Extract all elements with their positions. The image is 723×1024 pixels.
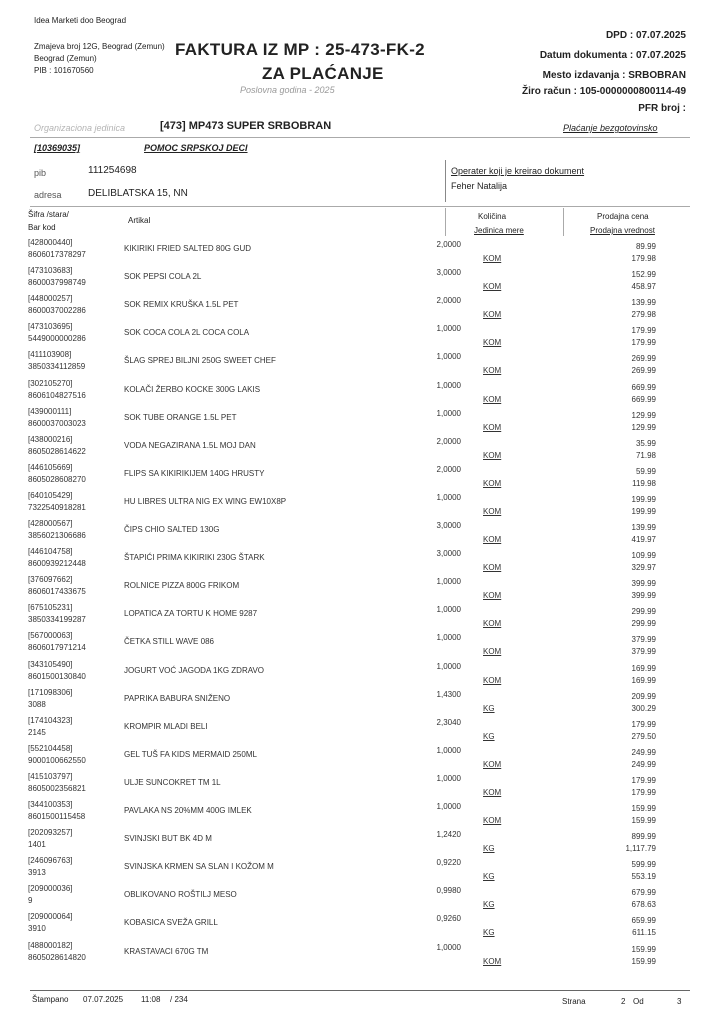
bank-account: Žiro račun : 105-0000000800114-49 [522,86,686,97]
item-code: [246096763] [28,856,73,866]
table-row [28,603,656,631]
item-barcode: 8600037998749 [28,278,86,288]
item-code: [428000440] [28,238,73,247]
item-name: JOGURT VOĆ JAGODA 1KG ZDRAVO [124,665,265,675]
item-unit: KG [483,703,495,713]
item-quantity: 1,0000 [436,745,461,755]
table-row [28,828,656,856]
item-code: [302105270] [28,378,73,388]
item-total: 269.99 [631,366,656,376]
item-barcode: 9 [28,896,33,906]
item-code: [344100353] [28,800,73,809]
item-barcode: 3088 [28,699,46,709]
item-price: 299.99 [631,607,656,617]
company-city: Beograd (Zemun) [34,54,97,63]
item-code: [446104758] [28,547,73,557]
customer-address: DELIBLATSKA 15, NN [88,188,188,199]
item-total: 249.99 [631,759,656,769]
issue-place: Mesto izdavanja : SRBOBRAN [542,70,686,81]
item-total: 611.15 [632,928,656,938]
org-divider [30,137,690,138]
item-code: [209000036] [28,884,73,894]
item-code: [552104458] [28,743,73,753]
item-total: 279.98 [631,310,656,320]
item-quantity: 3,0000 [436,268,461,278]
item-quantity: 1,0000 [436,352,461,362]
item-quantity: 0,9220 [436,858,461,868]
item-name: SOK REMIX KRUŠKA 1.5L PET [124,300,239,310]
item-name: KOLAČI ŽERBO KOCKE 300G LAKIS [124,384,261,394]
item-total: 179.99 [631,787,656,797]
table-row [28,435,656,463]
operator-name: Feher Natalija [451,181,508,191]
item-price: 35.99 [635,438,656,448]
item-price: 169.99 [631,663,656,673]
item-quantity: 2,0000 [436,296,461,306]
item-code: [488000182] [28,940,73,950]
item-total: 458.97 [631,282,656,292]
item-name: KOBASICA SVEŽA GRILL [124,918,218,928]
item-name: ČIPS CHIO SALTED 130G [124,525,220,534]
business-year: Poslovna godina - 2025 [240,85,335,95]
item-barcode: 2145 [28,727,46,737]
item-quantity: 0,9260 [436,914,461,924]
item-quantity: 1,0000 [436,380,461,390]
item-name: PAVLAKA NS 20%MM 400G IMLEK [124,806,252,815]
item-unit: KOM [483,394,502,404]
item-name: KRASTAVACI 670G TM [124,946,209,956]
table-top-border [30,206,690,207]
company-address: Zmajeva broj 12G, Beograd (Zemun) [34,42,165,51]
table-row [28,856,656,884]
invoice-subtitle: ZA PLAĆANJE [262,64,384,83]
item-unit: KG [483,844,495,854]
item-unit: KOM [483,450,502,460]
pib-label: pib [34,168,47,178]
item-total: 669.99 [631,394,656,404]
table-row [28,322,656,350]
item-price: 659.99 [631,916,656,926]
item-total: 199.99 [631,506,656,516]
item-name: SVINJSKA KRMEN SA SLAN I KOŽOM M [124,862,274,872]
item-barcode: 3850334112859 [28,362,86,372]
header-code: Šifra /stara/ [28,210,69,219]
item-code: [428000567] [28,519,73,528]
item-unit: KOM [483,535,502,544]
item-total: 329.97 [631,563,656,573]
item-barcode: 3913 [28,868,46,878]
item-price: 179.99 [631,326,656,336]
item-quantity: 1,0000 [436,633,461,643]
item-total: 179.98 [631,254,656,263]
table-row [28,800,656,828]
header-price: Prodajna cena [597,212,649,221]
item-unit: KOM [483,478,502,488]
item-name: ČETKA STILL WAVE 086 [124,637,214,647]
item-price: 899.99 [631,832,656,842]
item-total: 129.99 [631,422,656,432]
header-divider-1 [445,208,446,236]
company-name: Idea Marketi doo Beograd [34,16,127,25]
item-code: [209000064] [28,912,73,922]
item-price: 159.99 [631,804,656,813]
item-code: [415103797] [28,771,73,781]
item-quantity: 1,0000 [436,661,461,671]
item-barcode: 3910 [28,924,46,934]
header-value: Prodajna vrednost [590,226,655,235]
item-code: [473103683] [28,266,73,276]
item-unit: KOM [483,675,502,685]
table-row [28,294,656,322]
item-price: 159.99 [631,944,656,954]
item-unit: KOM [483,619,502,629]
item-name: ŠTAPIĆI PRIMA KIKIRIKI 230G ŠTARK [124,553,265,563]
item-quantity: 1,0000 [436,773,461,783]
printed-label: Štampano [32,995,69,1004]
item-quantity: 1,0000 [436,492,461,502]
item-barcode: 8606017971214 [28,643,86,653]
item-barcode: 8601500130840 [28,671,86,681]
item-name: LOPATICA ZA TORTU K HOME 9287 [124,609,258,619]
item-quantity: 1,0000 [436,605,461,615]
item-name: FLIPS SA KIKIRIKIJEM 140G HRUSTY [124,468,265,478]
table-row [28,660,656,688]
printed-time: 11:08 [141,995,161,1004]
item-name: GEL TUŠ FA KIDS MERMAID 250ML [124,749,257,759]
item-total: 678.63 [631,900,656,910]
item-quantity: 2,0000 [436,464,461,474]
item-unit: KOM [483,282,502,292]
item-price: 89.99 [635,242,656,251]
operator-box-border [445,160,446,202]
item-price: 59.99 [635,466,656,476]
item-name: KROMPIR MLADI BELI [124,721,208,731]
item-name: KIKIRIKI FRIED SALTED 80G GUD [124,244,251,253]
header-unit: Jedinica mere [474,226,524,235]
dpd: DPD : 07.07.2025 [605,30,686,41]
item-price: 109.99 [631,551,656,561]
item-total: 1,117.79 [625,844,656,854]
table-row [28,744,656,772]
item-unit: KOM [483,366,502,376]
item-code: [567000063] [28,631,73,641]
item-total: 119.98 [632,478,656,488]
item-code: [438000216] [28,434,73,444]
item-quantity: 2,0000 [436,240,461,249]
page-total: 3 [677,997,682,1006]
table-row [28,463,656,491]
item-code: [376097662] [28,575,73,585]
item-unit: KOM [483,787,502,797]
item-quantity: 1,0000 [436,324,461,334]
table-row [28,350,656,378]
item-name: HU LIBRES ULTRA NIG EX WING EW10X8P [124,496,287,506]
customer-name: POMOC SRPSKOJ DECI [144,143,248,153]
item-price: 129.99 [631,410,656,420]
item-code: [448000257] [28,294,73,304]
header-barcode: Bar kod [28,223,56,232]
table-row [28,912,656,940]
address-label: adresa [34,190,62,200]
item-total: 300.29 [631,703,656,713]
item-unit: KOM [483,310,502,320]
item-code: [640105429] [28,490,73,500]
table-row [28,772,656,800]
item-total: 399.99 [631,591,656,601]
item-name: ŠLAG SPREJ BILJNI 250G SWEET CHEF [124,356,276,366]
item-code: [473103695] [28,322,73,332]
payment-type: Plaćanje bezgotovinsko [563,123,658,133]
item-name: PAPRIKA BABURA SNIŽENO [124,693,231,703]
item-quantity: 3,0000 [436,521,461,530]
item-barcode: 8605028608270 [28,474,86,484]
table-row [28,688,656,716]
table-row [28,575,656,603]
table-row [28,266,656,294]
page-label: Strana [562,997,586,1006]
item-total: 379.99 [631,647,656,657]
item-total: 159.99 [631,816,656,825]
item-quantity: 1,0000 [436,802,461,811]
item-code: [411103908] [28,350,72,360]
item-price: 179.99 [631,775,656,785]
item-name: ROLNICE PIZZA 800G FRIKOM [124,581,240,591]
item-total: 71.98 [635,450,656,460]
item-barcode: 3856021306686 [28,531,86,540]
item-total: 553.19 [631,872,656,882]
table-row [28,238,656,266]
item-barcode: 8605028614820 [28,952,86,962]
table-row [28,716,656,744]
item-price: 399.99 [631,579,656,589]
item-unit: KG [483,928,495,938]
item-total: 419.97 [631,535,656,544]
item-unit: KOM [483,647,502,657]
header-divider-2 [563,208,564,236]
item-price: 269.99 [631,354,656,364]
item-price: 209.99 [631,691,656,701]
item-unit: KOM [483,563,502,573]
header-quantity: Količina [478,212,507,221]
item-barcode: 8605002356821 [28,783,86,793]
item-quantity: 0,9980 [436,886,461,896]
table-row [28,547,656,575]
item-barcode: 8601500115458 [28,812,86,821]
table-row [28,519,656,547]
item-barcode: 8605028614622 [28,446,86,456]
item-price: 679.99 [631,888,656,898]
table-row [28,379,656,407]
item-quantity: 2,0000 [436,436,461,446]
item-barcode: 3850334199287 [28,615,86,625]
page-of-label: Od [633,997,644,1006]
item-name: OBLIKOVANO ROŠTILJ MESO [124,890,237,900]
item-quantity: 3,0000 [436,549,461,559]
item-unit: KG [483,872,495,882]
item-total: 299.99 [631,619,656,629]
item-barcode: 8606104827516 [28,390,86,400]
item-code: [174104323] [28,715,73,725]
item-quantity: 2,3040 [436,717,461,727]
item-unit: KG [483,731,495,741]
item-barcode: 8600037003023 [28,418,86,428]
item-name: SOK TUBE ORANGE 1.5L PET [124,412,237,422]
table-row [28,631,656,659]
item-code: [202093257] [28,828,73,838]
item-code: [675105231] [28,603,73,613]
table-row [28,407,656,435]
item-total: 179.99 [631,338,656,348]
footer-divider [30,990,690,991]
header-article: Artikal [128,216,151,225]
item-total: 159.99 [631,956,656,966]
item-code: [171098306] [28,687,73,697]
item-barcode: 8606017378297 [28,250,86,259]
item-name: ULJE SUNCOKRET TM 1L [124,777,221,787]
printed-number: / 234 [170,995,188,1004]
item-quantity: 1,2420 [436,830,461,840]
item-price: 139.99 [631,298,656,308]
item-price: 669.99 [631,382,656,392]
company-pib: PIB : 101670560 [34,66,94,75]
item-barcode: 7322540918281 [28,502,86,512]
item-code: [343105490] [28,659,73,669]
pfr-number: PFR broj : [638,103,686,114]
item-unit: KOM [483,816,502,825]
item-code: [446105669] [28,462,73,472]
item-unit: KOM [483,506,502,516]
item-unit: KOM [483,338,502,348]
item-unit: KOM [483,591,502,601]
table-row [28,491,656,519]
item-quantity: 1,0000 [436,577,461,587]
org-unit-label: Organizaciona jedinica [34,123,126,133]
item-name: SOK COCA COLA 2L COCA COLA [124,328,250,338]
item-quantity: 1,4300 [436,689,461,699]
item-unit: KOM [483,759,502,769]
operator-label: Operater koji je kreirao dokument [451,166,585,176]
item-barcode: 1401 [28,840,46,850]
item-quantity: 1,0000 [436,408,461,418]
org-unit-value: [473] MP473 SUPER SRBOBRAN [160,120,332,132]
item-price: 379.99 [631,635,656,645]
item-barcode: 8606017433675 [28,587,86,597]
item-total: 169.99 [631,675,656,685]
item-code: [439000111] [28,406,72,416]
item-price: 599.99 [631,860,656,870]
item-price: 249.99 [631,747,656,757]
invoice-title: FAKTURA IZ MP : 25-473-FK-2 [175,40,425,59]
item-price: 152.99 [631,270,656,280]
item-unit: KOM [483,956,502,966]
item-total: 279.50 [631,731,656,741]
item-name: SOK PEPSI COLA 2L [124,272,202,282]
item-barcode: 8600037002286 [28,306,86,316]
item-price: 179.99 [631,719,656,729]
item-quantity: 1,0000 [436,942,461,952]
item-barcode: 5449000000286 [28,334,86,344]
table-row [28,941,656,969]
printed-date: 07.07.2025 [83,995,124,1004]
table-row [28,884,656,912]
item-price: 199.99 [631,494,656,504]
customer-code: [10369035] [34,143,81,153]
item-price: 139.99 [631,523,656,532]
page-number: 2 [621,997,626,1006]
item-unit: KG [483,900,495,910]
document-date: Datum dokumenta : 07.07.2025 [539,50,686,61]
customer-pib: 111254698 [88,165,137,176]
item-barcode: 8600939212448 [28,559,86,569]
item-unit: KOM [483,422,502,432]
item-name: VODA NEGAZIRANA 1.5L MOJ DAN [124,440,256,450]
item-name: SVINJSKI BUT BK 4D M [124,834,212,844]
item-barcode: 9000100662550 [28,755,86,765]
item-unit: KOM [483,254,502,263]
